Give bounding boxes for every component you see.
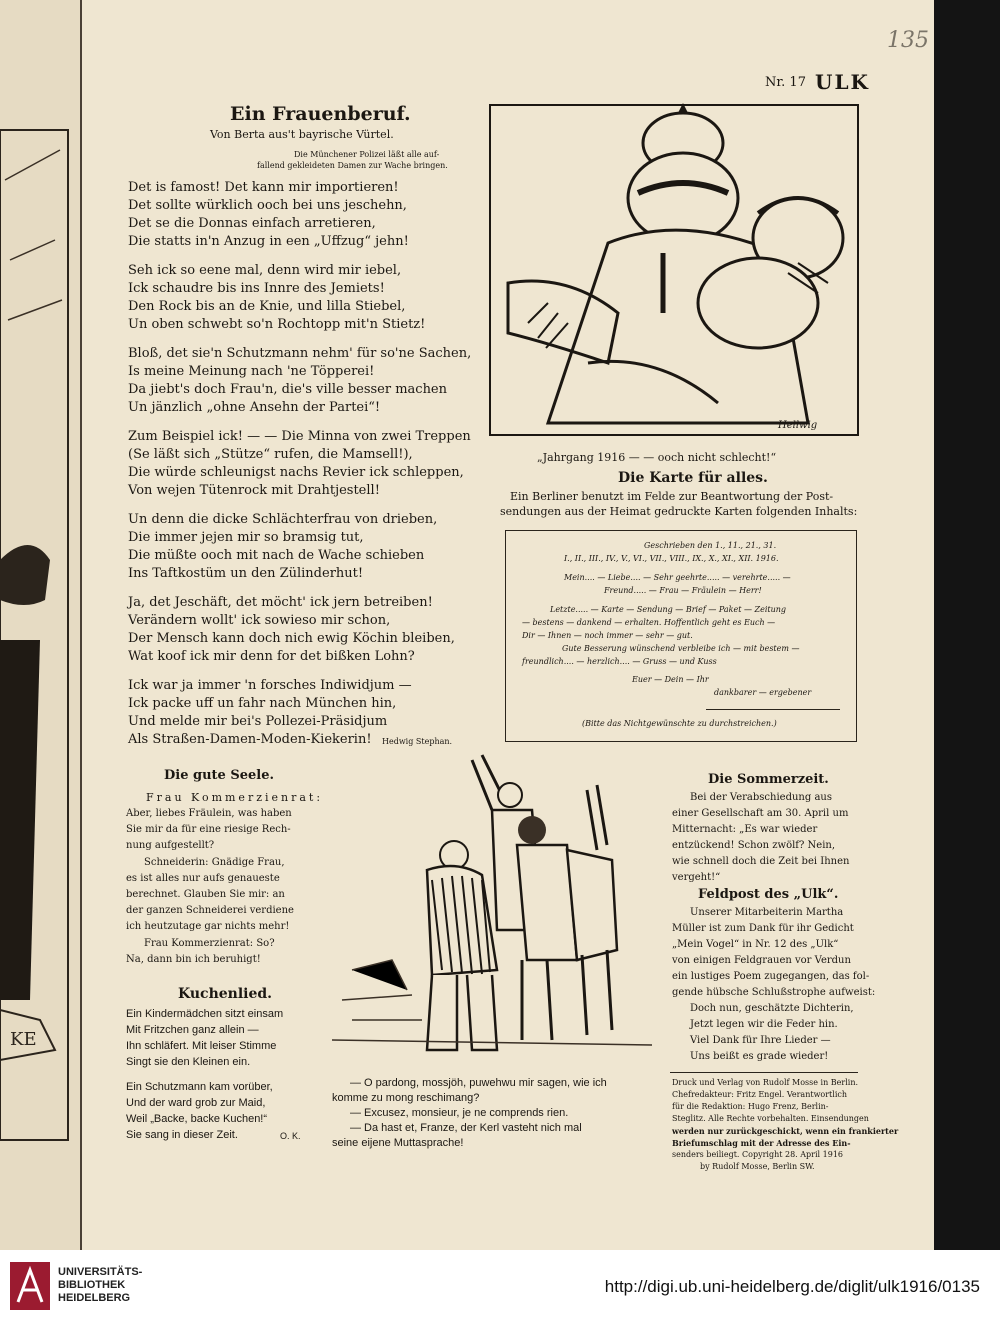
card-line: Dir — Ihnen — noch immer — sehr — gut. — [522, 631, 693, 640]
logo-text-line: BIBLIOTHEK — [58, 1279, 126, 1291]
imprint-line: Chefredakteur: Fritz Engel. Verantwortlich — [672, 1090, 848, 1099]
poem-line: Det is famost! Det kann mir importieren! — [128, 180, 399, 195]
poem-line: Un denn die dicke Schlächterfrau von drieben, — [128, 512, 438, 527]
card-line: — bestens — dankend — erhalten. Hoffentlich geht es Euch — — [522, 618, 776, 627]
card-line: freundlich.... — herzlich.... — Gruss — und Kuss — [522, 657, 717, 666]
poem-line: Zum Beispiel ick! — — Die Minna von zwei Treppen — [128, 429, 471, 444]
cartoon-caption-line: komme zu mong reschimang? — [332, 1092, 480, 1104]
text-line: „Mein Vogel“ in Nr. 12 des „Ulk“ — [672, 939, 839, 950]
newspaper-page — [82, 0, 934, 1250]
song-line: Ihn schläfert. Mit leiser Stimme — [126, 1040, 277, 1052]
permalink-url[interactable]: http://digi.ub.uni-heidelberg.de/diglit/ulk1916/0135 — [604, 1277, 980, 1296]
dialogue-line: Sie mir da für eine riesige Rech- — [126, 824, 291, 835]
logo-text-line: HEIDELBERG — [58, 1292, 131, 1304]
dialogue-line: der ganzen Schneiderei verdiene — [126, 905, 294, 916]
poem-epigraph-line: fallend gekleideten Damen zur Wache bringen. — [257, 161, 448, 170]
dialogue-line: Na, dann bin ich beruhigt! — [126, 954, 261, 965]
dialogue-line: berechnet. Glauben Sie mir: an — [126, 889, 285, 900]
song-line: Sie sang in dieser Zeit. — [126, 1129, 238, 1141]
karte-intro-line: Ein Berliner benutzt im Felde zur Beantwortung der Post- — [510, 490, 834, 503]
card-line: I., II., III., IV., V., VI., VII., VIII., IX., X., XI., XII. 1916. — [564, 554, 779, 563]
imprint-line: senders beiliegt. Copyright 28. April 1916 — [672, 1150, 844, 1159]
song-line: Weil „Backe, backe Kuchen!“ — [126, 1113, 268, 1125]
poem-line: Ja, det Jeschäft, det möcht' ick jern betreiben! — [128, 595, 433, 610]
poem-title: Ein Frauenberuf. — [230, 103, 411, 125]
gute-seele-title: Die gute Seele. — [164, 768, 275, 783]
imprint-line: für die Redaktion: Hugo Frenz, Berlin- — [672, 1102, 829, 1111]
imprint-line: by Rudolf Mosse, Berlin SW. — [700, 1162, 815, 1171]
imprint-line: Druck und Verlag von Rudolf Mosse in Berlin. — [672, 1078, 859, 1087]
sommerzeit-title: Die Sommerzeit. — [708, 772, 829, 787]
dialogue-line: es ist alles nur aufs genaueste — [126, 873, 280, 884]
poem-line: Die würde schleunigst nachs Revier ick schleppen, — [128, 465, 464, 480]
soldiers-cartoon — [332, 750, 662, 1070]
imprint-line: Briefumschlag mit der Adresse des Ein- — [672, 1138, 851, 1148]
verse-line: Uns beißt es grade wieder! — [690, 1051, 829, 1062]
poem-line: Bloß, det sie'n Schutzmann nehm' für so'ne Sachen, — [128, 346, 472, 361]
text-line: Müller ist zum Dank für ihr Gedicht — [672, 923, 854, 934]
card-line: Letzte..... — Karte — Sendung — Brief — Paket — Zeitung — [550, 605, 787, 614]
poem-line: Det sollte würklich ooch bei uns jeschehn, — [128, 198, 407, 213]
dialogue-line: Aber, liebes Fräulein, was haben — [126, 808, 292, 819]
poem-line: Die müßte ooch mit nach de Wache schieben — [128, 548, 425, 563]
poem-line: Ick schaudre bis ins Innre des Jemiets! — [128, 281, 385, 296]
song-line: Und der ward grob zur Maid, — [126, 1097, 266, 1109]
poem-line: Seh ick so eene mal, denn wird mir iebel, — [128, 263, 402, 278]
dialogue-line: Frau Kommerzienrat: — [146, 791, 324, 804]
song-line: Ein Schutzmann kam vorüber, — [126, 1081, 273, 1093]
masthead: ULK — [815, 70, 870, 94]
imprint-line: Steglitz. Alle Rechte vorbehalten. Einsendungen — [672, 1114, 869, 1123]
library-footer — [0, 1250, 1000, 1321]
verse-line: Doch nun, geschätzte Dichterin, — [690, 1003, 854, 1014]
verse-line: Viel Dank für Ihre Lieder — — [690, 1035, 831, 1046]
text-line: Unserer Mitarbeiterin Martha — [690, 907, 844, 918]
handwritten-page-number: 135 — [887, 28, 929, 53]
signature-line — [706, 709, 840, 710]
karte-intro-line: sendungen aus der Heimat gedruckte Karten folgenden Inhalts: — [500, 505, 858, 518]
dialogue-line: ich heutzutage gar nichts mehr! — [126, 921, 290, 932]
text-line: entzückend! Schon zwölf? Nein, — [672, 840, 836, 851]
text-line: wie schnell doch die Zeit bei Ihnen — [672, 856, 850, 867]
song-line: Mit Fritzchen ganz allein — — [126, 1024, 259, 1036]
text-line: ein lustiges Poem zugegangen, das fol- — [672, 971, 870, 982]
poem-line: Un jänzlich „ohne Ansehn der Partei“! — [128, 400, 381, 415]
verse-line: Jetzt legen wir die Feder hin. — [690, 1019, 838, 1030]
song-line: Ein Kindermädchen sitzt einsam — [126, 1008, 284, 1020]
poem-line: Von wejen Tütenrock mit Drahtjestell! — [128, 483, 380, 498]
poem-line: Den Rock bis an de Knie, und lilla Stiebel, — [128, 299, 406, 314]
poem-line: Als Straßen-Damen-Moden-Kiekerin! — [128, 732, 372, 747]
poem-line: Die immer jejen mir so bramsig tut, — [128, 530, 364, 545]
poem-line: Und melde mir bei's Pollezei-Präsidjum — [128, 714, 388, 729]
dialogue-line: Schneiderin: Gnädige Frau, — [144, 857, 285, 868]
adjacent-page-illustration — [0, 0, 80, 1250]
dialogue-line: nung aufgestellt? — [126, 840, 215, 851]
imprint-divider — [670, 1072, 858, 1073]
poem-line: Is meine Meinung nach 'ne Töpperei! — [128, 364, 375, 379]
cartoon-caption-line: seine eijene Muttasprache! — [332, 1137, 464, 1149]
imprint-line: werden nur zurückgeschickt, wenn ein frankierter — [672, 1126, 899, 1136]
poem-line: Ick packe uff un fahr nach München hin, — [128, 696, 397, 711]
poem-line: Un oben schwebt so'n Rochtopp mit'n Stietz! — [128, 317, 426, 332]
poem-epigraph-line: Die Münchener Polizei läßt alle auf- — [294, 150, 440, 159]
text-line: von einigen Feldgrauen vor Verdun — [672, 955, 851, 966]
university-library-logo-icon — [10, 1262, 50, 1310]
logo-text-line: UNIVERSITÄTS- — [58, 1266, 143, 1278]
cartoon-caption-line: — Da hast et, Franze, der Kerl vasteht nich mal — [350, 1122, 582, 1134]
poem-line: Wat koof ick mir denn for det bißken Lohn? — [128, 649, 415, 664]
page-edge-shadow — [934, 0, 1000, 1250]
text-line: einer Gesellschaft am 30. April um — [672, 808, 849, 819]
poem-line: Ick war ja immer 'n forsches Indiwidjum — — [128, 678, 412, 693]
poem-byline: Von Berta aus't bayrische Vürtel. — [210, 128, 394, 141]
soldier-with-baby-illustration — [488, 103, 860, 443]
card-line: Gute Besserung wünschend verbleibe ich — mit bestem — — [562, 644, 800, 653]
text-line: vergeht!“ — [672, 872, 721, 883]
feldpost-title: Feldpost des „Ulk“. — [698, 887, 839, 902]
poem-line: Verändern wollt' ick sowieso mir schon, — [128, 613, 391, 628]
printed-postcard — [505, 530, 857, 742]
text-line: gende hübsche Schlußstrophe aufweist: — [672, 987, 876, 998]
text-line: Bei der Verabschiedung aus — [690, 792, 832, 803]
card-line: Mein.... — Liebe.... — Sehr geehrte..... — verehrte..... — — [564, 573, 791, 582]
cartoon-caption-line: — O pardong, mossjöh, puwehwu mir sagen, wie ich — [350, 1077, 607, 1089]
poem-line: Da jiebt's doch Frau'n, die's ville besser machen — [128, 382, 448, 397]
top-illustration-caption: „Jahrgang 1916 — — ooch nicht schlecht!“ — [537, 451, 777, 464]
dialogue-line: Frau Kommerzienrat: So? — [144, 938, 275, 949]
card-line: Euer — Dein — Ihr — [632, 675, 709, 684]
artist-signature: Hellwig — [778, 420, 818, 431]
poem-signature: Hedwig Stephan. — [382, 737, 453, 746]
poem-line: Der Mensch kann doch nich ewig Köchin bleiben, — [128, 631, 455, 646]
card-footer: (Bitte das Nichtgewünschte zu durchstreichen.) — [582, 719, 777, 728]
poem-line: Ins Taftkostüm un den Zülinderhut! — [128, 566, 364, 581]
kuchenlied-title: Kuchenlied. — [178, 986, 273, 1002]
song-signature: O. K. — [280, 1131, 301, 1141]
poem-line: Die statts in'n Anzug in een „Uffzug“ jehn! — [128, 234, 409, 249]
poem-line: Det se die Donnas einfach arretieren, — [128, 216, 376, 231]
card-line: dankbarer — ergebener — [714, 688, 812, 697]
svg-text:KE: KE — [10, 1029, 37, 1050]
card-line: Geschrieben den 1., 11., 21., 31. — [644, 541, 777, 550]
song-line: Singt sie den Kleinen ein. — [126, 1056, 251, 1068]
cartoon-caption-line: — Excusez, monsieur, je ne comprends rien. — [350, 1107, 569, 1119]
text-line: Mitternacht: „Es war wieder — [672, 824, 818, 835]
karte-title: Die Karte für alles. — [618, 470, 768, 486]
issue-number: Nr. 17 — [765, 75, 806, 90]
poem-line: (Se läßt sich „Stütze“ rufen, die Mamsell!), — [128, 447, 413, 462]
card-line: Freund..... — Frau — Fräulein — Herr! — [604, 586, 762, 595]
